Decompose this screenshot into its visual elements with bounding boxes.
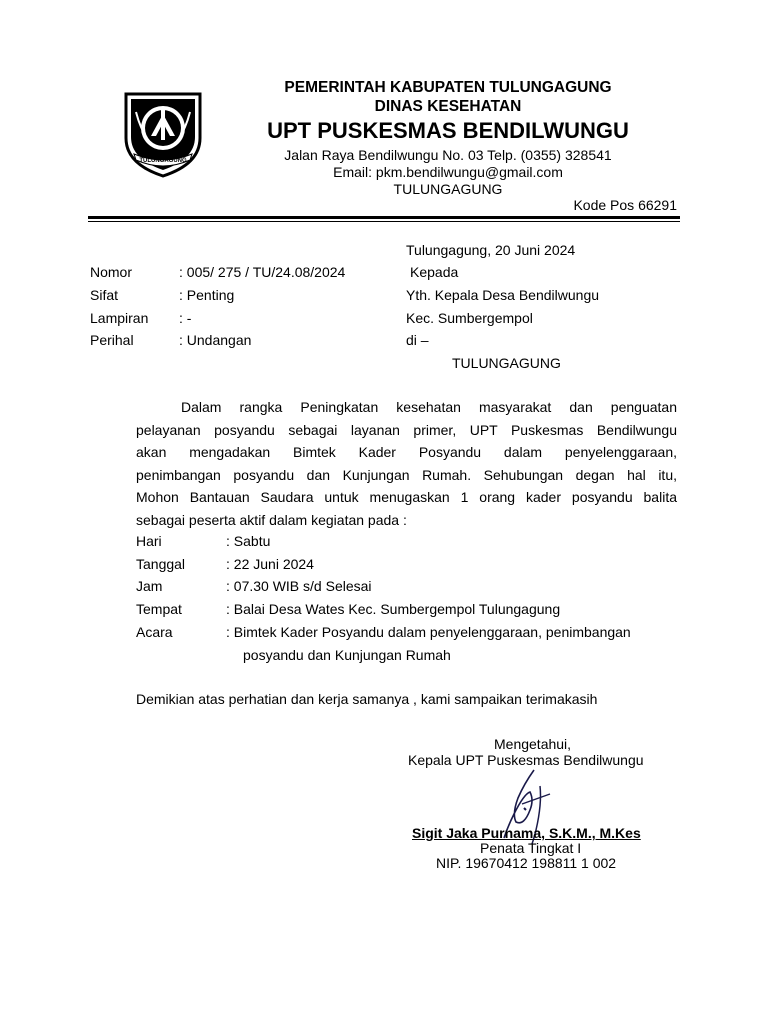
signature-position: Kepala UPT Puskesmas Bendilwungu xyxy=(408,752,644,768)
detail-value-hari: : Sabtu xyxy=(226,533,271,549)
recipient-name: Yth. Kepala Desa Bendilwungu xyxy=(406,287,600,303)
recipient-kepada: Kepada xyxy=(410,264,459,280)
meta-label-lampiran: Lampiran xyxy=(90,310,149,326)
detail-value-jam: : 07.30 WIB s/d Selesai xyxy=(226,578,372,594)
closing-sentence: Demikian atas perhatian dan kerja samanya , kami sampaikan terimakasih xyxy=(136,691,598,707)
header-postal-code: Kode Pos 66291 xyxy=(573,197,677,213)
signature-name: Sigit Jaka Purnama, S.K.M., M.Kes xyxy=(412,825,641,841)
body-line: akan mengadakan Bimtek Kader Posyandu dalam penyelenggaraan, xyxy=(136,444,677,460)
detail-label-tempat: Tempat xyxy=(136,601,182,617)
body-line: pelayanan posyandu sebagai layanan primer, UPT Puskesmas Bendilwungu xyxy=(136,421,677,438)
body-line: Dalam rangka Peningkatan kesehatan masyarakat dan penguatan xyxy=(181,399,677,415)
body-line: penimbangan posyandu dan Kunjungan Rumah. Sehubungan degan hal itu, xyxy=(136,466,677,483)
header-rule-thick xyxy=(88,216,680,219)
recipient-di: di – xyxy=(406,332,429,348)
meta-value-sifat: : Penting xyxy=(179,287,235,303)
header-agency: DINAS KESEHATAN xyxy=(374,98,522,115)
header-city: TULUNGAGUNG xyxy=(393,181,503,197)
meta-value-lampiran: : - xyxy=(179,310,192,326)
meta-value-perihal: : Undangan xyxy=(179,332,252,348)
emblem-ribbon-text: TULUNGAGUNG xyxy=(139,158,187,164)
body-paragraph xyxy=(136,396,677,531)
signature-mengetahui: Mengetahui, xyxy=(494,736,572,752)
signature-nip: NIP. 19670412 198811 1 002 xyxy=(436,855,617,871)
meta-label-perihal: Perihal xyxy=(90,332,134,348)
body-line: Mohon Bantauan Saudara untuk menugaskan 1 orang kader posyandu balita xyxy=(136,489,677,505)
header-address: Jalan Raya Bendilwungu No. 03 Telp. (0355) 328541 xyxy=(284,147,612,163)
recipient-kecamatan: Kec. Sumbergempol xyxy=(406,310,533,326)
detail-label-jam: Jam xyxy=(136,578,163,594)
body-line: sebagai peserta aktif dalam kegiatan pada : xyxy=(136,511,407,528)
header-email: Email: pkm.bendilwungu@gmail.com xyxy=(333,164,563,180)
detail-label-acara: Acara xyxy=(136,624,173,640)
signature-rank: Penata Tingkat I xyxy=(480,840,582,856)
letter-date: Tulungagung, 20 Juni 2024 xyxy=(406,242,576,258)
detail-value-tanggal: : 22 Juni 2024 xyxy=(226,556,314,572)
recipient-city: TULUNGAGUNG xyxy=(452,355,561,371)
header-institution: UPT PUSKESMAS BENDILWUNGU xyxy=(267,118,629,143)
detail-value-acara-continued: posyandu dan Kunjungan Rumah xyxy=(243,647,451,663)
detail-value-acara: : Bimtek Kader Posyandu dalam penyelenggaraan, penimbangan xyxy=(226,624,631,640)
header-rule-thin xyxy=(88,221,680,222)
meta-value-nomor: : 005/ 275 / TU/24.08/2024 xyxy=(179,264,346,280)
header-government: PEMERINTAH KABUPATEN TULUNGAGUNG xyxy=(284,79,612,96)
detail-label-hari: Hari xyxy=(136,533,162,549)
meta-label-nomor: Nomor xyxy=(90,264,133,280)
detail-value-tempat: : Balai Desa Wates Kec. Sumbergempol Tulungagung xyxy=(226,601,561,617)
detail-label-tanggal: Tanggal xyxy=(136,556,186,572)
meta-label-sifat: Sifat xyxy=(90,287,119,303)
